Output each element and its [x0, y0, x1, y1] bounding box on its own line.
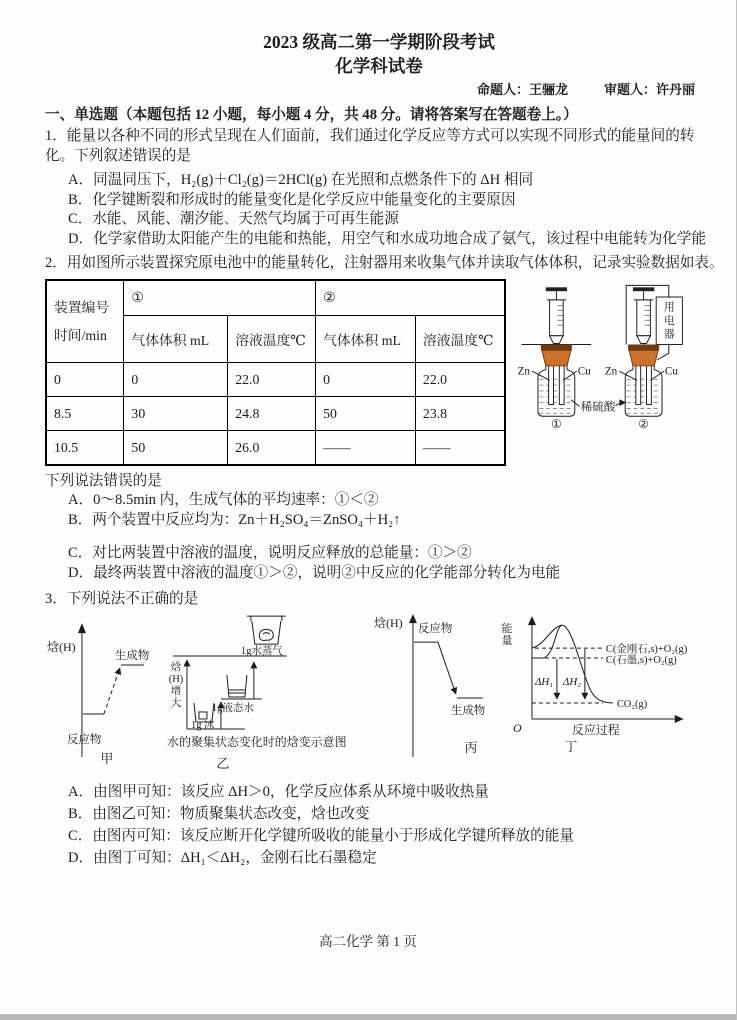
question-2: [45, 253, 736, 583]
caption-ding: 丁: [564, 738, 578, 754]
vapor-blob: [259, 629, 273, 640]
cell-gas-2: 50: [316, 397, 416, 431]
q1-stem-line-2: 化。下列叙述错误的是: [45, 148, 191, 164]
question-1: [45, 126, 736, 249]
cell-time: 8.5: [46, 397, 124, 431]
q1-stem-line-1: 1．能量以各种不同的形式呈现在人们面前，我们通过化学反应等方式可以实现不同形式的能量间的转: [45, 128, 695, 144]
corner-label-time: 时间/min: [54, 328, 107, 343]
cell-temp-1: 24.8: [228, 397, 316, 431]
q2-stem: 2．用如图所示装置探究原电池中的能量转化，注射器用来收集气体并读取气体体积，记录实验数据如表。: [45, 255, 724, 271]
product-label: 生成物: [450, 704, 485, 717]
energy-axis-char-1: 能: [501, 623, 513, 636]
table-row: [46, 397, 505, 431]
dilute-acid-liquid: [540, 379, 574, 413]
origin-label: O: [513, 720, 522, 735]
section-heading: 一、单选题（本题包括 12 小题，每小题 4 分，共 48 分。请将答案写在答题卷上。）: [45, 107, 578, 123]
q1-options: [45, 171, 736, 249]
cell-temp-1: 26.0: [228, 431, 316, 466]
diagram-note: 水的聚集状态变化时的焓变示意图: [166, 734, 347, 749]
ice-label: 1g 冰: [190, 719, 215, 731]
reactant-label: 反应物: [417, 623, 452, 636]
cu-label-1: Cu: [578, 365, 592, 378]
reviewer-name: 审题人：许丹丽: [603, 82, 695, 97]
cell-gas-1: 50: [124, 431, 228, 466]
q2-option-a: A．0～8.5min 内，生成气体的平均速率：①＜②: [68, 492, 379, 508]
q1-option-a: A．同温同压下，H₂(g)＋Cl₂(g)＝2HCl(g) 在光照和点燃条件下的 ΔH 相同: [68, 172, 534, 188]
falling-arrow: [437, 642, 455, 694]
q3-stem: 3．下列说法不正确的是: [45, 591, 199, 607]
q1-option-c-text: C．水能、风能、潮汐能: [68, 211, 224, 227]
axis-char-2: (H): [168, 674, 184, 686]
col-header-temp-2: 溶液温度℃: [415, 316, 505, 363]
q2-options: [45, 491, 736, 583]
device-char-3: 器: [664, 329, 675, 341]
q3-option-a: A．由图甲可知：该反应 ΔH＞0，化学反应体系从环境中吸收热量: [68, 784, 489, 800]
experiment-data-table: [45, 279, 506, 466]
diamond-level-label: C(金刚石,s)+O₂(g): [606, 644, 688, 656]
col-header-gas-1: 气体体积 mL: [124, 316, 228, 363]
col-header-gas-2: 气体体积 mL: [316, 316, 416, 363]
x-axis-label: 反应过程: [572, 722, 621, 737]
enthalpy-axis-label: 焓(H): [373, 616, 403, 631]
cell-temp-1: 22.0: [228, 363, 316, 397]
corner-cell: [46, 280, 124, 363]
graphite-level-label: C(石墨,s)+O₂(g): [606, 655, 678, 667]
electrical-device-box: [657, 297, 683, 344]
q2-option-b: B．两个装置中反应均为：Zn＋H₂SO₄＝ZnSO₄＋H₂↑: [68, 511, 401, 528]
cell-temp-2: ——: [415, 431, 505, 466]
q3-options: [45, 781, 736, 869]
q2-option-c: C．对比两装置中溶液的温度，说明反应释放的总能量：①＞②: [68, 545, 472, 561]
q3-diagrams: [45, 611, 736, 773]
q3-option-b: B．由图乙可知：物质聚集状态改变，焓也改变: [68, 806, 370, 822]
rubber-stopper-1: [541, 344, 572, 365]
setter-name: 命题人：王骊龙: [476, 82, 568, 97]
q1-option-d: D．化学家借助太阳能产生的电能和热能，用空气和水成功地合成了氨气，该过程中电能转为化学能: [68, 230, 707, 247]
table-row: [46, 280, 505, 316]
q1-option-c: [45, 210, 736, 230]
page-footer: 高二化学 第 1 页: [319, 934, 417, 949]
exam-title: 2023 级高二第一学期阶段考试: [263, 32, 495, 52]
group-header-1: ①: [124, 280, 316, 316]
vapor-beaker: [247, 616, 286, 644]
col-header-temp-1: 溶液温度℃: [228, 316, 316, 363]
rubber-stopper-2: [628, 344, 659, 365]
energy-axis-char-2: 量: [501, 635, 513, 648]
rising-dashed-arrow: [104, 668, 120, 714]
enthalpy-diagram-bing: [372, 611, 500, 773]
zn-label-1: Zn: [517, 365, 531, 378]
table-row: [46, 363, 505, 397]
corner-label-device: 装置编号: [54, 300, 110, 315]
reactant-label: 反应物: [66, 733, 102, 746]
ice-cube: [199, 712, 207, 719]
vapor-label: 1g水蒸气: [240, 646, 283, 658]
q1-option-c-text-2: 天然气均属于可再生能源: [238, 211, 399, 227]
caption-jia: 甲: [100, 750, 114, 766]
q2-option-d: D．最终两装置中溶液的温度①＞②，说明②中反应的化学能部分转化为电能: [68, 564, 561, 581]
dilute-sulfuric-acid-label: 稀硫酸: [580, 400, 616, 414]
water-states-enthalpy-diagram-yi: [167, 611, 372, 773]
device-char-1: 用: [664, 302, 675, 314]
water-beaker: [227, 675, 247, 697]
device-char-2: 电: [664, 316, 675, 328]
galvanic-cells-figure: [506, 279, 736, 441]
x-axis-arrowhead: [675, 715, 684, 723]
axis-char-4: 大: [170, 697, 182, 709]
cell-1-number: ①: [551, 416, 563, 431]
q3-option-c: C．由图丙可知：该反应断开化学键所吸收的能量小于形成化学键所释放的能量: [68, 828, 574, 844]
q1-option-c-red-mark: 、: [223, 211, 239, 227]
delta-h2-label: ΔH₂: [563, 676, 582, 689]
q1-option-b: B．化学键断裂和形成时的能量变化是化学反应中能量变化的主要原因: [68, 191, 516, 208]
cell-gas-1: 0: [124, 363, 228, 397]
caption-yi: 乙: [216, 755, 230, 771]
group-header-2: ②: [316, 280, 506, 316]
cell-temp-2: 22.0: [415, 363, 505, 397]
delta-h1-label: ΔH₁: [535, 676, 554, 689]
scan-bottom-edge: [0, 1014, 736, 1020]
q3-option-d: D．由图丁可知：ΔH₁＜ΔH₂，金刚石比石墨稳定: [68, 850, 377, 866]
exam-subtitle: 化学科试卷: [335, 56, 423, 76]
zn-label-2: Zn: [605, 365, 618, 378]
table-row: [46, 431, 505, 466]
cell-gas-1: 30: [124, 397, 228, 431]
caption-bing: 丙: [463, 739, 477, 755]
cell-gas-2: ——: [316, 431, 416, 466]
co2-level-label: CO₂(g): [617, 698, 648, 710]
graphite-curve: [532, 625, 562, 658]
cu-label-2: Cu: [665, 365, 679, 378]
cell-gas-2: 0: [316, 363, 416, 397]
enthalpy-diagram-jia: [45, 611, 167, 773]
axis-char-1: 焓: [170, 662, 182, 674]
axis-char-3: 增: [170, 685, 182, 697]
authors-line: [45, 80, 695, 99]
cell-2-number: ②: [638, 416, 650, 431]
question-3: [45, 589, 736, 869]
product-label: 生成物: [114, 650, 150, 663]
carbon-combustion-energy-diagram-ding: [499, 611, 736, 773]
enthalpy-axis-label: 焓(H): [46, 640, 76, 655]
q2-question-line: 下列说法错误的是: [45, 473, 162, 489]
cell-temp-2: 23.8: [415, 397, 505, 431]
cell-time: 0: [46, 363, 124, 397]
diamond-curve: [532, 625, 562, 648]
dilute-acid-liquid: [627, 379, 661, 413]
q2-table-and-figure: [45, 279, 736, 466]
cell-time: 10.5: [46, 431, 124, 466]
water-label: 1g液态水: [211, 702, 254, 714]
